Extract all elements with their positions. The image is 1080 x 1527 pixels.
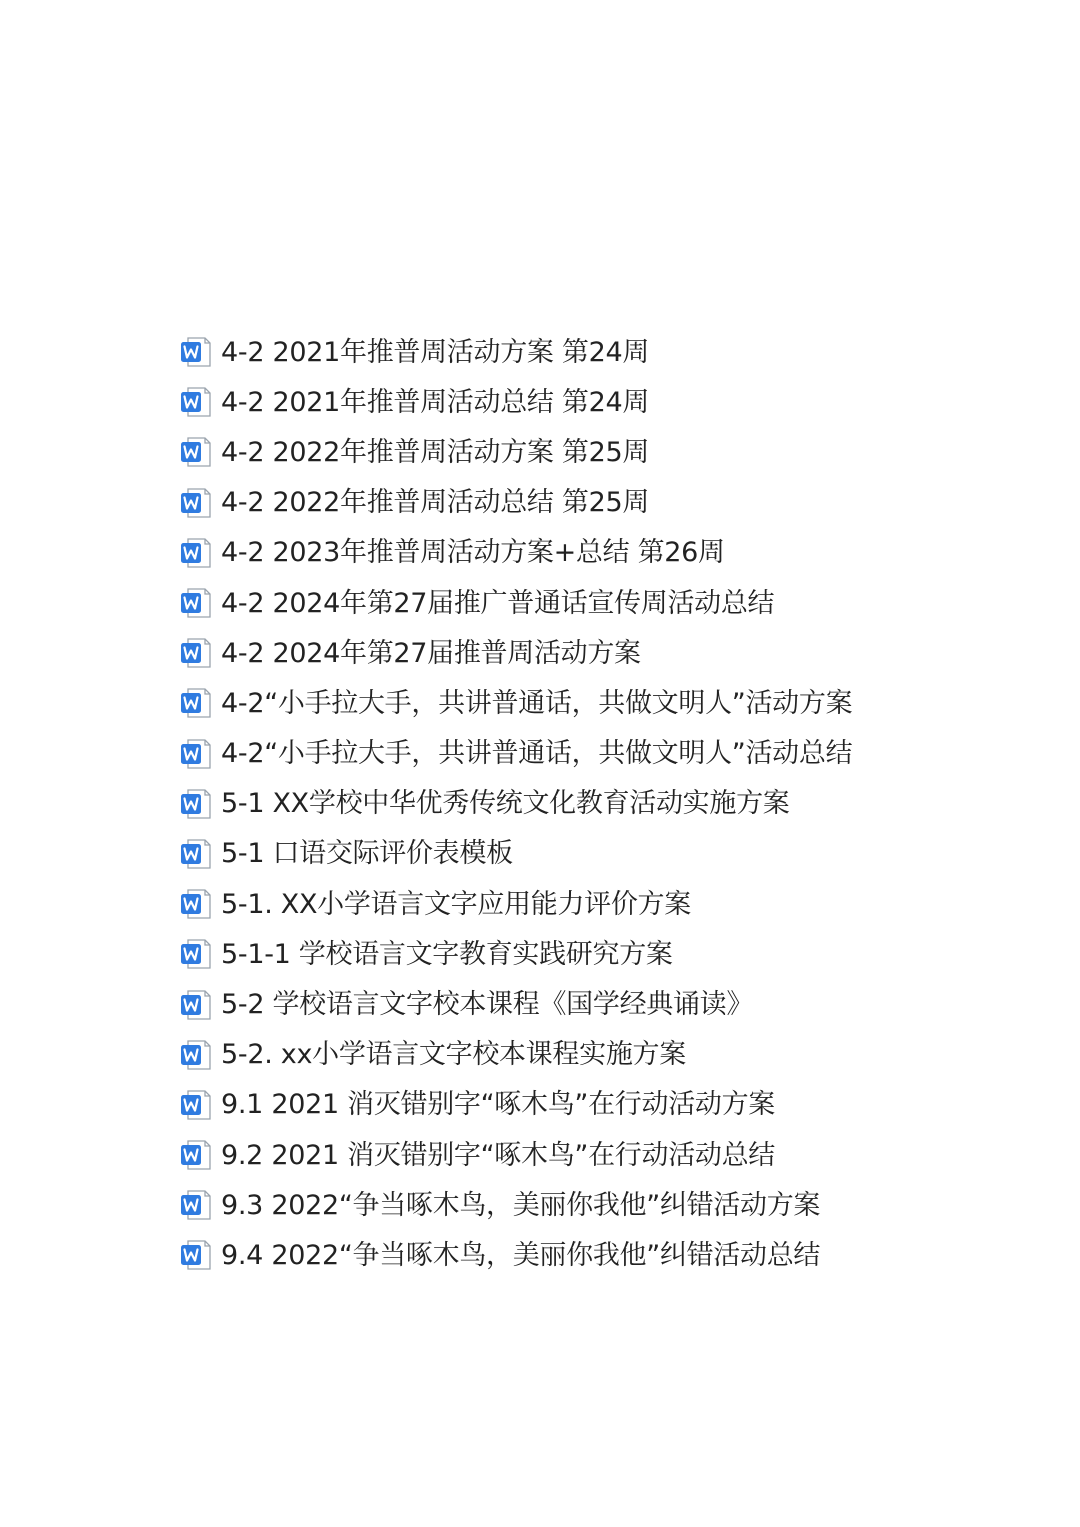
file-item[interactable] <box>178 377 852 427</box>
file-item[interactable] <box>178 929 852 979</box>
file-name: 9.1 2021 消灭错别字“啄木鸟”在行动活动方案 <box>221 1089 775 1121</box>
file-name: 5-1-1 学校语言文字教育实践研究方案 <box>221 938 673 970</box>
word-document-icon <box>178 536 212 570</box>
file-name: 5-1 口语交际评价表模板 <box>221 838 513 870</box>
file-item[interactable] <box>178 528 852 578</box>
file-item[interactable] <box>178 979 852 1029</box>
file-item[interactable] <box>178 779 852 829</box>
file-item[interactable] <box>178 578 852 628</box>
file-item[interactable] <box>178 478 852 528</box>
file-item[interactable] <box>178 427 852 477</box>
word-document-icon <box>178 737 212 771</box>
file-item[interactable] <box>178 829 852 879</box>
file-item[interactable] <box>178 678 852 728</box>
file-name: 4-2 2022年推普周活动方案 第25周 <box>221 436 650 468</box>
file-name: 4-2 2022年推普周活动总结 第25周 <box>221 487 650 519</box>
file-item[interactable] <box>178 1030 852 1080</box>
word-document-icon <box>178 486 212 520</box>
file-name: 4-2 2023年推普周活动方案+总结 第26周 <box>221 537 725 569</box>
word-document-icon <box>178 1088 212 1122</box>
file-name: 9.4 2022“争当啄木鸟，美丽你我他”纠错活动总结 <box>221 1239 821 1271</box>
word-document-icon <box>178 1138 212 1172</box>
file-name: 9.2 2021 消灭错别字“啄木鸟”在行动活动总结 <box>221 1139 775 1171</box>
file-name: 4-2 2021年推普周活动方案 第24周 <box>221 336 650 368</box>
word-document-icon <box>178 1038 212 1072</box>
file-name: 4-2 2021年推普周活动总结 第24周 <box>221 386 650 418</box>
file-name: 5-1 XX学校中华优秀传统文化教育活动实施方案 <box>221 788 790 820</box>
word-document-icon <box>178 787 212 821</box>
word-document-icon <box>178 435 212 469</box>
file-item[interactable] <box>178 1230 852 1280</box>
word-document-icon <box>178 385 212 419</box>
word-document-icon <box>178 887 212 921</box>
file-item[interactable] <box>178 1130 852 1180</box>
word-document-icon <box>178 636 212 670</box>
file-name: 4-2 2024年第27届推广普通话宣传周活动总结 <box>221 587 775 619</box>
file-item[interactable] <box>178 729 852 779</box>
file-name: 9.3 2022“争当啄木鸟，美丽你我他”纠错活动方案 <box>221 1189 821 1221</box>
word-document-icon <box>178 1188 212 1222</box>
file-item[interactable] <box>178 879 852 929</box>
file-name: 4-2 2024年第27届推普周活动方案 <box>221 637 641 669</box>
word-document-icon <box>178 837 212 871</box>
file-name: 5-2. xx小学语言文字校本课程实施方案 <box>221 1039 686 1071</box>
file-list <box>178 327 852 1281</box>
word-document-icon <box>178 937 212 971</box>
file-item[interactable] <box>178 327 852 377</box>
word-document-icon <box>178 586 212 620</box>
word-document-icon <box>178 1238 212 1272</box>
word-document-icon <box>178 686 212 720</box>
file-name: 4-2“小手拉大手，共讲普通话，共做文明人”活动方案 <box>221 687 853 719</box>
file-name: 5-2 学校语言文字校本课程《国学经典诵读》 <box>221 989 754 1021</box>
word-document-icon <box>178 335 212 369</box>
file-item[interactable] <box>178 1180 852 1230</box>
file-name: 4-2“小手拉大手，共讲普通话，共做文明人”活动总结 <box>221 738 853 770</box>
file-item[interactable] <box>178 628 852 678</box>
word-document-icon <box>178 988 212 1022</box>
file-item[interactable] <box>178 1080 852 1130</box>
file-name: 5-1. XX小学语言文字应用能力评价方案 <box>221 888 691 920</box>
